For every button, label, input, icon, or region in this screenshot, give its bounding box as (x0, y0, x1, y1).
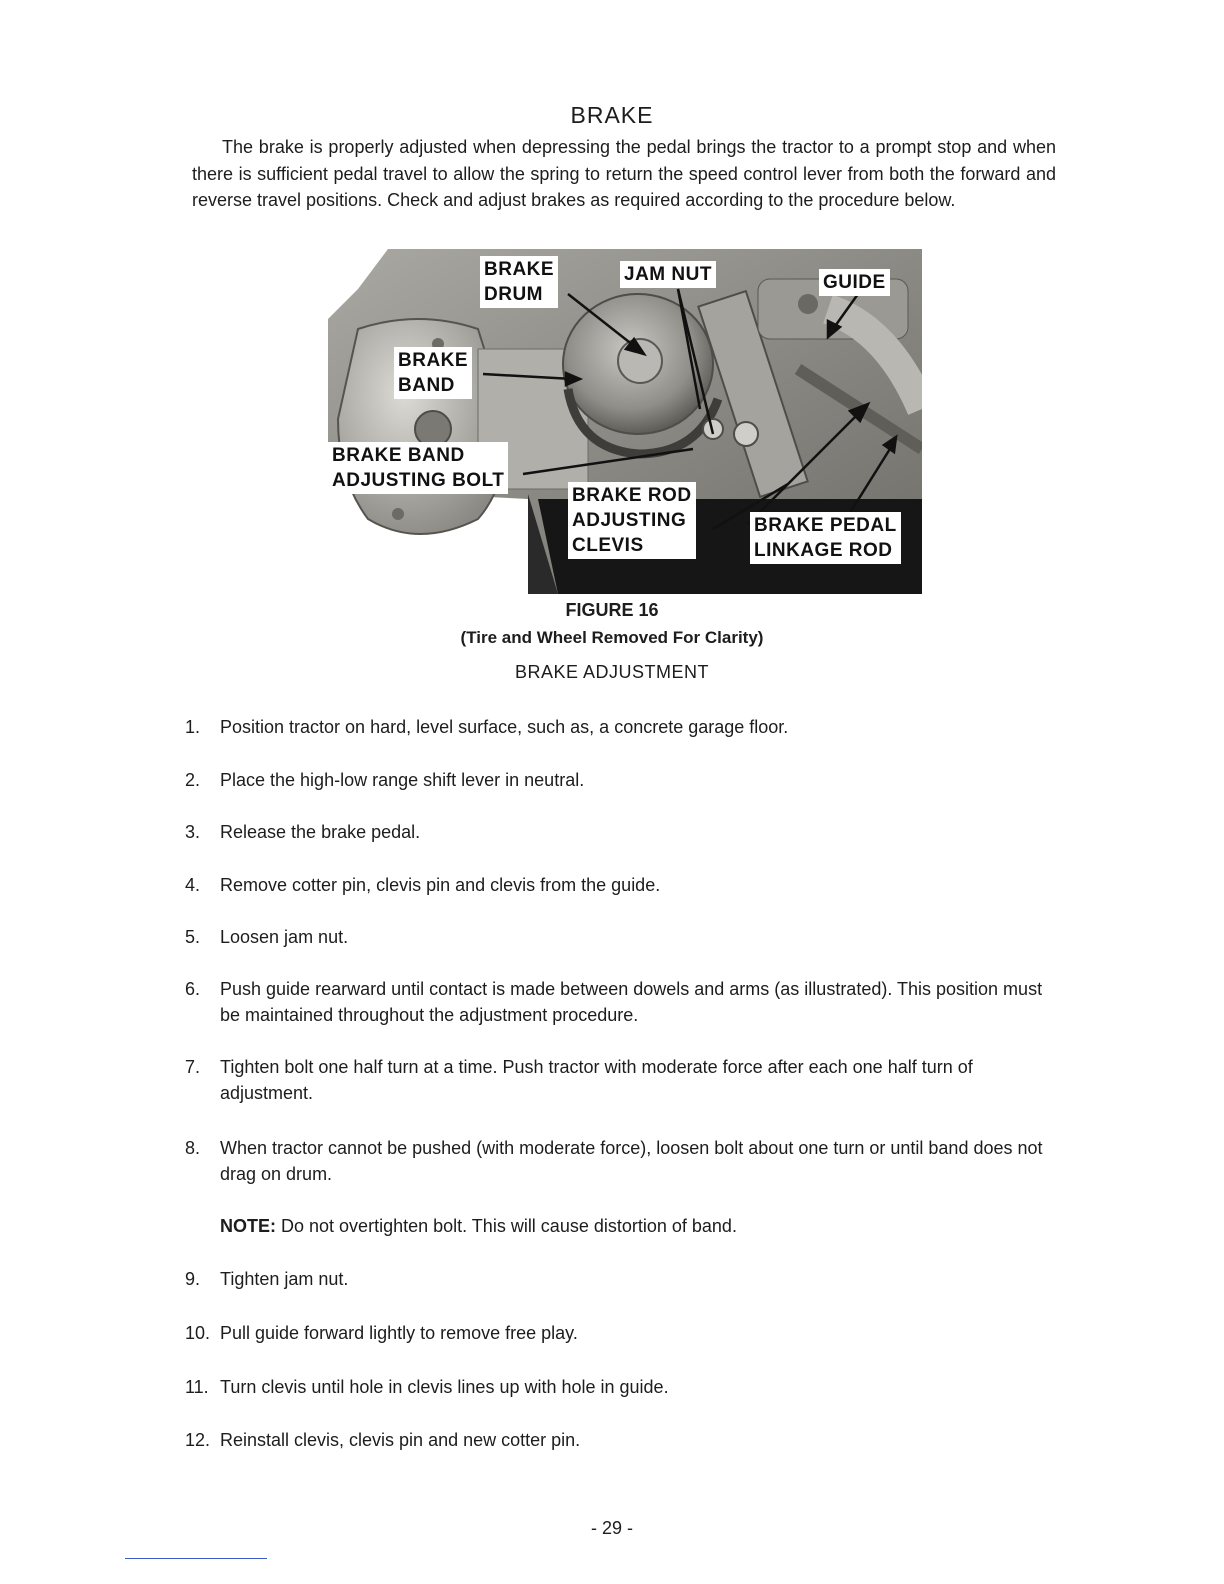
note-text (220, 1213, 1056, 1239)
figure-photo (328, 249, 922, 594)
label-band-adjusting-bolt: BRAKE BAND ADJUSTING BOLT (328, 442, 508, 494)
step-text: Release the brake pedal. (220, 822, 421, 842)
page-number: - 29 - (590, 1518, 633, 1538)
note-label: NOTE: (220, 1216, 276, 1236)
label-brake-band: BRAKE BAND (394, 347, 472, 399)
intro-paragraph: The brake is properly adjusted when depressing the pedal brings the tractor to a prompt stop and when there is sufficient pedal travel to allow the spring to return the speed control lever from both the forward and reverse travel positions. Check and adjust brakes as required according to the procedure below. (192, 137, 1056, 210)
step-text: Loosen jam nut. (220, 927, 349, 947)
step-number: 7. (185, 1057, 201, 1077)
step-text: Remove cotter pin, clevis pin and clevis from the guide. (220, 875, 661, 895)
step-text: Pull guide forward lightly to remove free play. (220, 1323, 578, 1343)
step-number: 9. (185, 1269, 201, 1289)
figure-title: BRAKE ADJUSTMENT (514, 662, 710, 682)
step-number: 1. (185, 717, 201, 737)
footer-rule (125, 1558, 267, 1559)
label-guide: GUIDE (819, 269, 890, 296)
step-text: When tractor cannot be pushed (with moderate force), loosen bolt about one turn or until band does not drag on drum. (220, 1138, 1043, 1184)
figure-number: FIGURE 16 (565, 600, 659, 620)
step-text: Position tractor on hard, level surface, such as, a concrete garage floor. (220, 717, 789, 737)
page-title: BRAKE (570, 102, 654, 128)
step-number: 4. (185, 875, 201, 895)
step-text: Reinstall clevis, clevis pin and new cotter pin. (220, 1430, 581, 1450)
label-brake-drum: BRAKE DRUM (480, 256, 558, 308)
step-number: 5. (185, 927, 201, 947)
step-text: Turn clevis until hole in clevis lines up with hole in guide. (220, 1377, 669, 1397)
step-number: 6. (185, 979, 201, 999)
step-text: Tighten jam nut. (220, 1269, 349, 1289)
label-rod-adjusting-clevis: BRAKE ROD ADJUSTING CLEVIS (568, 482, 696, 559)
note-body: Do not overtighten bolt. This will cause distortion of band. (281, 1216, 737, 1236)
step-text: Push guide rearward until contact is made between dowels and arms (as illustrated). This position must be maintained throughout the adjustment procedure. (220, 979, 1043, 1025)
step-number: 11. (185, 1377, 209, 1397)
step-number: 10. (185, 1323, 211, 1343)
step-number: 8. (185, 1138, 201, 1158)
step-text: Place the high-low range shift lever in neutral. (220, 770, 585, 790)
step-number: 2. (185, 770, 201, 790)
label-pedal-linkage-rod: BRAKE PEDAL LINKAGE ROD (750, 512, 901, 564)
step-text: Tighten bolt one half turn at a time. Push tractor with moderate force after each one half turn of adjustment. (220, 1057, 973, 1103)
step-number: 12. (185, 1430, 211, 1450)
figure-note: (Tire and Wheel Removed For Clarity) (460, 628, 764, 647)
label-jam-nut: JAM NUT (620, 261, 716, 288)
step-number: 3. (185, 822, 201, 842)
